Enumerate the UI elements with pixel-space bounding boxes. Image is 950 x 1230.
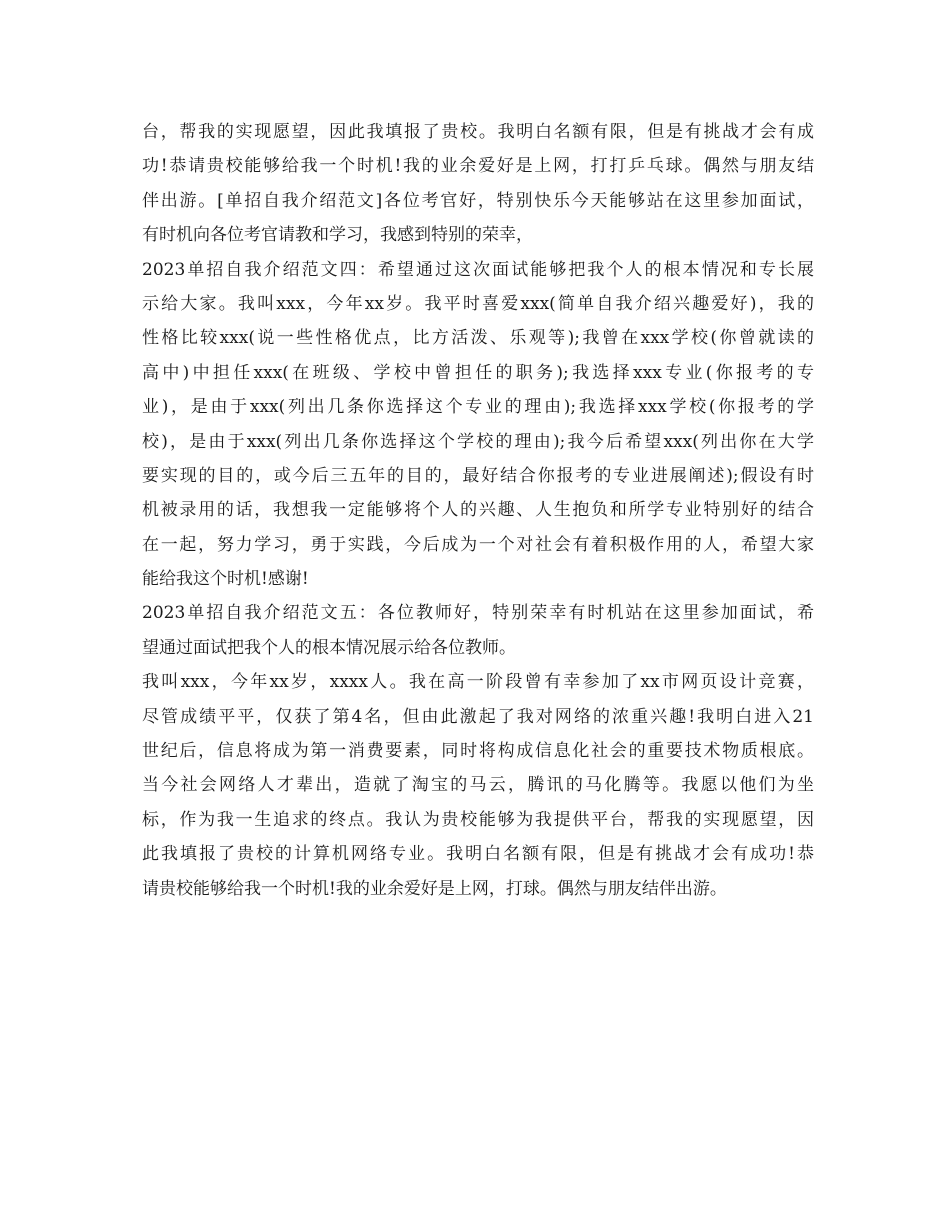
paragraph-line-18: 尽管成绩平平，仅获了第4名，但由此激起了我对网络的浓重兴趣!我明白进入21 bbox=[142, 706, 814, 727]
paragraph-line-1: 台，帮我的实现愿望，因此我填报了贵校。我明白名额有限，但是有挑战才会有成 bbox=[142, 122, 814, 142]
paragraph-line-4: 有时机向各位考官请教和学习，我感到特别的荣幸， bbox=[142, 225, 533, 246]
paragraph-line-3: 伴出游。[单招自我介绍范文]各位考官好，特别快乐今天能够站在这里参加面试， bbox=[142, 190, 814, 211]
paragraph-line-10: 校)，是由于xxx(列出几条你选择这个学校的理由);我今后希望xxx(列出你在大学 bbox=[142, 431, 814, 452]
paragraph-line-8: 高中)中担任xxx(在班级、学校中曾担任的职务);我选择xxx专业(你报考的专 bbox=[142, 362, 814, 383]
paragraph-line-23: 请贵校能够给我一个时机!我的业余爱好是上网，打球。偶然与朋友结伴出游。 bbox=[142, 878, 727, 899]
paragraph-line-20: 当今社会网络人才辈出，造就了淘宝的马云，腾讯的马化腾等。我愿以他们为坐 bbox=[142, 775, 814, 796]
paragraph-line-16: 望通过面试把我个人的根本情况展示给各位教师。 bbox=[142, 637, 516, 658]
document-body bbox=[142, 115, 814, 906]
paragraph-line-12: 机被录用的话，我想我一定能够将个人的兴趣、人生抱负和所学专业特别好的结合 bbox=[142, 500, 814, 521]
paragraph-line-13: 在一起，努力学习，勇于实践，今后成为一个对社会有着积极作用的人，希望大家 bbox=[142, 534, 814, 555]
paragraph-line-2: 功!恭请贵校能够给我一个时机!我的业余爱好是上网，打打乒乓球。偶然与朋友结 bbox=[142, 156, 814, 177]
paragraph-line-19: 世纪后，信息将成为第一消费要素，同时将构成信息化社会的重要技术物质根底。 bbox=[142, 741, 814, 762]
paragraph-line-14: 能给我这个时机!感谢! bbox=[142, 569, 309, 590]
paragraph-line-17: 我叫xxx，今年xx岁，xxxx人。我在高一阶段曾有幸参加了xx市网页设计竞赛， bbox=[142, 672, 814, 693]
paragraph-line-22: 此我填报了贵校的计算机网络专业。我明白名额有限，但是有挑战才会有成功!恭 bbox=[142, 844, 814, 865]
paragraph-line-7: 性格比较xxx(说一些性格优点，比方活泼、乐观等);我曾在xxx学校(你曾就读的 bbox=[142, 328, 814, 349]
paragraph-line-6: 示给大家。我叫xxx，今年xx岁。我平时喜爱xxx(简单自我介绍兴趣爱好)，我的 bbox=[142, 293, 814, 314]
paragraph-line-5: 2023单招自我介绍范文四：希望通过这次面试能够把我个人的根本情况和专长展 bbox=[142, 259, 814, 280]
paragraph-line-11: 要实现的目的，或今后三五年的目的，最好结合你报考的专业进展阐述);假设有时 bbox=[142, 465, 814, 486]
paragraph-line-21: 标，作为我一生追求的终点。我认为贵校能够为我提供平台，帮我的实现愿望，因 bbox=[142, 809, 814, 830]
paragraph-line-9: 业)，是由于xxx(列出几条你选择这个专业的理由);我选择xxx学校(你报考的学 bbox=[142, 397, 814, 418]
paragraph-line-15: 2023单招自我介绍范文五：各位教师好，特别荣幸有时机站在这里参加面试，希 bbox=[142, 603, 814, 624]
